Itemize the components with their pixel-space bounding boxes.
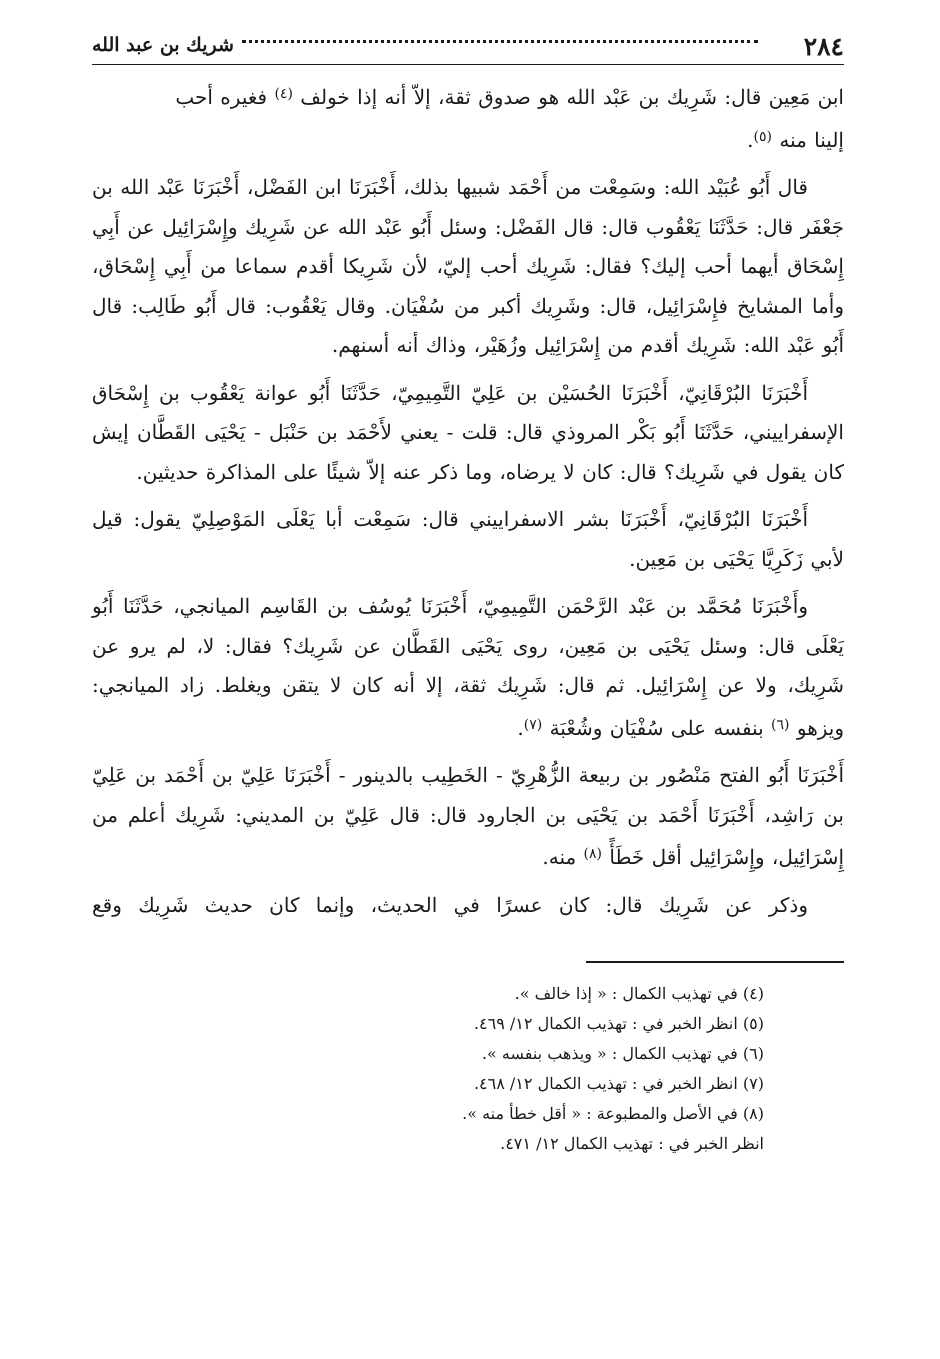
footnote-6: (٦) في تهذيب الكمال : « ويذهب بنفسه ». (481, 1044, 764, 1063)
paragraph-text: أَخْبَرَنَا البُرْقَانِيّ، أَخْبَرَنَا الحُسَيْن بن عَلِيّ التَّمِيمِيّ، حَدَّثَنَا أَبُو عوانة يَعْقُوب بن إِسْحَاق الإسفراييني، حَدَّثَنَا أَبُو بَكْر المروذي قال: قلت - يعني لأَحْمَد بن حَنْبَل - يَحْيَى القَطَّان إيش كان يقول في شَرِيك؟ قال: كان لا يرضاه، وما ذكر عنه إلاّ شيئًا على المذاكرة حديثين. (92, 380, 844, 484)
paragraph-text: وأَخْبَرَنَا مُحَمَّد بن عَبْد الرَّحْمَن التَّمِيمِيّ، أَخْبَرَنَا يُوسُف بن القَاسِم الميانجي، حَدَّثَنَا أَبُو يَعْلَى قال: وسئل يَحْيَى بن مَعِين، روى يَحْيَى القَطَّان عن شَرِيك؟ فقال: لا، لم يرو عن شَرِيك، ولا عن إِسْرَائِيل. ثم قال: شَرِيك ثقة، إلا أنه كان لا يتقن ويغلط. زاد الميانجي: ويزهو (92, 594, 844, 740)
paragraph-text: وذكر عن شَرِيك قال: كان عسرًا في الحديث، وإنما كان حديث شَرِيك وقع (92, 892, 808, 917)
paragraph-text: ابن مَعِين قال: شَرِيك بن عَبْد الله هو صدوق ثقة، إلاّ أنه إذا خولف (300, 85, 844, 109)
footnote-ref-5[interactable]: (٥) (753, 128, 772, 145)
footnote-ref-7[interactable]: (٧) (523, 716, 543, 733)
paragraph-text: قال أَبُو عُبَيْد الله: وسَمِعْت من أَحْمَد شبيها بذلك، أَخْبَرَنَا ابن الفَضْل، أَخْبَرَنَا عَبْد الله بن جَعْفَر قال: حَدَّثَنَا يَعْقُوب قال: قال الفَضْل: وسئل أَبُو عَبْد الله عن شَرِيك وإِسْرَائِيل عن أَبِي إِسْحَاق أيهما أحب إليك؟ فقال: شَرِيك أحب إليّ، لأن شَرِيكا أقدم سماعا من أَبِي إِسْحَاق، وأما المشايخ فإِسْرَائِيل، قال: وشَرِيك أكبر من سُفْيَان. وقال يَعْقُوب: قال أَبُو طَالِب: قال أَبُو عَبْد الله: شَرِيك أقدم من إِسْرَائِيل وزُهَيْر، وذاك أنه أسنهم. (92, 175, 844, 357)
paragraph-text: إلينا منه (779, 127, 844, 152)
paragraph-text: أَخْبَرَنَا أَبُو الفتح مَنْصُور بن ربيعة الزُّهْرِيّ - الخَطِيب بالدينور - أَخْبَرَنَا عَلِيّ بن أَحْمَد بن عَلِيّ بن رَاشِد، أَخْبَرَنَا أَحْمَد بن يَحْيَى بن الجارود قال: قال عَلِيّ بن المديني: شَرِيك أعلم من إِسْرَائِيل، وإِسْرَائِيل أقل خَطَأً (92, 763, 844, 869)
footnote-ref-8[interactable]: (٨) (583, 846, 603, 862)
footnotes (92, 979, 844, 1159)
paragraph-5 (92, 587, 844, 748)
footnote-ref-4[interactable]: (٤) (274, 86, 293, 102)
running-title: شريك بن عبد الله (92, 34, 234, 56)
header-dot-leader (242, 40, 758, 43)
page-number: ٢٨٤ (803, 32, 844, 61)
punctuation: . (747, 127, 754, 152)
footnote-ref-6[interactable]: (٦) (771, 716, 790, 733)
paragraph-3 (92, 374, 844, 493)
paragraph-text: بنفسه على سُفْيَان وشُعْبَة (549, 715, 764, 740)
punctuation: . (517, 715, 524, 740)
footnote-8: (٨) في الأصل والمطبوعة : « أقل خطأ منه ». (462, 1104, 764, 1123)
footnote-5: (٥) انظر الخبر في : تهذيب الكمال ١٢/ ٤٦٩. (473, 1014, 764, 1033)
paragraph-2 (92, 168, 844, 366)
paragraph-text: أَخْبَرَنَا البُرْقَانِيّ، أَخْبَرَنَا بشر الاسفراييني قال: سَمِعْت أبا يَعْلَى المَوْصِلِيّ يقول: قيل لأبي زَكَرِيَّا يَحْيَى بن مَعِين. (92, 507, 844, 571)
page-header (92, 30, 844, 65)
footnote-7: (٧) انظر الخبر في : تهذيب الكمال ١٢/ ٤٦٨. (473, 1074, 764, 1093)
paragraph-4 (92, 500, 844, 579)
paragraph-text: منه. (542, 845, 577, 869)
paragraph-1 (92, 75, 844, 160)
main-text (92, 75, 844, 925)
paragraph-text: فغيره أحب (175, 85, 268, 109)
book-page (92, 30, 844, 1340)
paragraph-7 (92, 886, 844, 926)
footnote-4: (٤) في تهذيب الكمال : « إذا خالف ». (514, 984, 764, 1003)
footnote-8-source: انظر الخبر في : تهذيب الكمال ١٢/ ٤٧١. (500, 1134, 764, 1153)
paragraph-6 (92, 756, 844, 878)
footnote-separator (586, 961, 844, 963)
